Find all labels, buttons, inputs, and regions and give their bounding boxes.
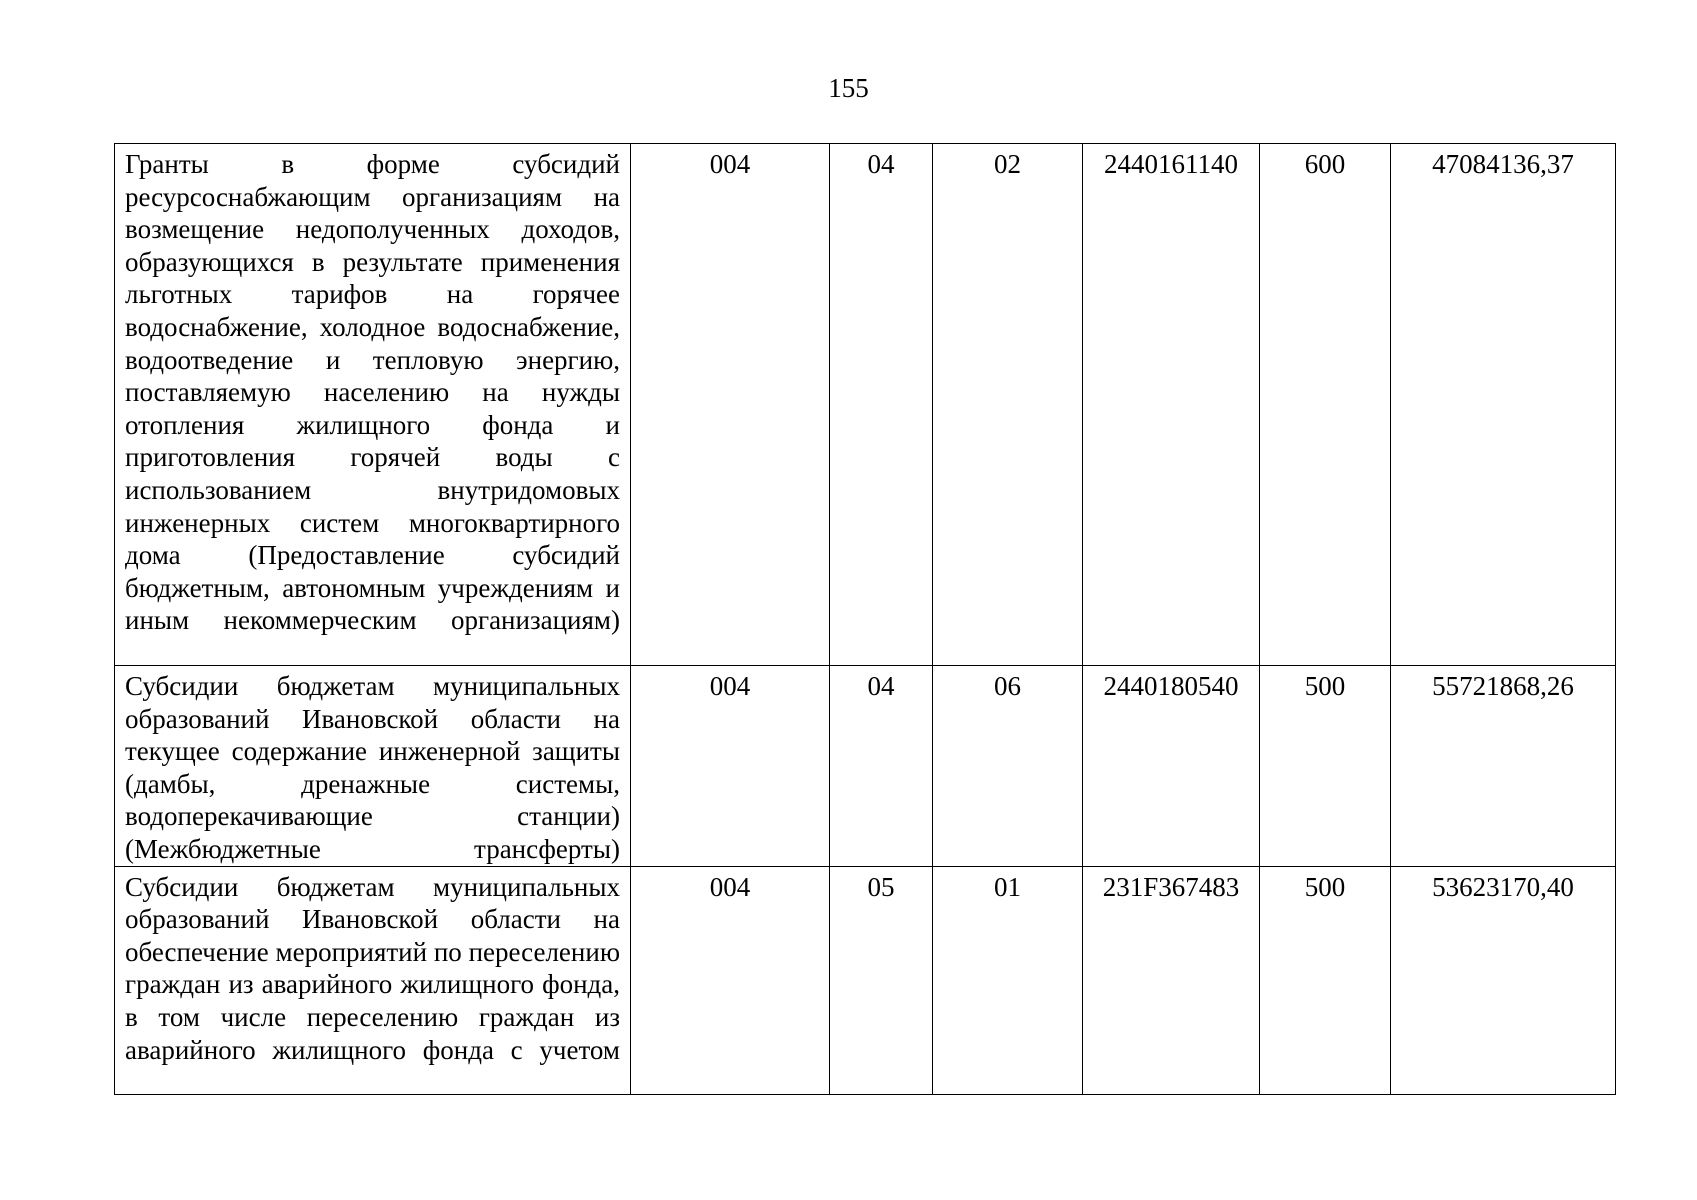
section-code-cell: 04 bbox=[830, 666, 933, 867]
subsection-code-cell: 02 bbox=[933, 144, 1083, 666]
expense-type-cell: 500 bbox=[1260, 866, 1391, 1094]
subsection-code-cell: 06 bbox=[933, 666, 1083, 867]
subsection-code-cell: 01 bbox=[933, 866, 1083, 1094]
amount-cell: 53623170,40 bbox=[1391, 866, 1616, 1094]
ministry-code-cell: 004 bbox=[631, 144, 830, 666]
table-row bbox=[115, 666, 1616, 867]
section-code-cell: 04 bbox=[830, 144, 933, 666]
target-code-cell: 2440180540 bbox=[1083, 666, 1260, 867]
expense-type-cell: 600 bbox=[1260, 144, 1391, 666]
ministry-code-cell: 004 bbox=[631, 866, 830, 1094]
expense-name-cell: Гранты в форме субсидий ресурсоснабжающим организациям на возмещение недополученных доходов, образующихся в результате применения льготных тарифов на горячее водоснабжение, холодное водоснабжение, водоотведение и тепловую энергию, поставляемую населению на нужды отопления жилищного фонда и приготовления горячей воды с использованием внутридомовых инженерных систем многоквартирного дома (Предоставление субсидий бюджетным, автономным учреждениям и иным некоммерческим организациям) bbox=[115, 144, 631, 666]
expense-name-cell: Субсидии бюджетам муниципальных образований Ивановской области на текущее содержание инженерной защиты (дамбы, дренажные системы, водоперекачивающие станции) (Межбюджетные трансферты) bbox=[115, 666, 631, 867]
target-code-cell: 2440161140 bbox=[1083, 144, 1260, 666]
expense-type-cell: 500 bbox=[1260, 666, 1391, 867]
target-code-cell: 231F367483 bbox=[1083, 866, 1260, 1094]
amount-cell: 55721868,26 bbox=[1391, 666, 1616, 867]
amount-cell: 47084136,37 bbox=[1391, 144, 1616, 666]
ministry-code-cell: 004 bbox=[631, 666, 830, 867]
budget-table bbox=[114, 143, 1616, 1095]
expense-name-cell: Субсидии бюджетам муниципальных образований Ивановской области на обеспечение мероприятий по переселению граждан из аварийного жилищного фонда, в том числе переселению граждан из аварийного жилищного фонда с учетом bbox=[115, 866, 631, 1094]
section-code-cell: 05 bbox=[830, 866, 933, 1094]
table-row bbox=[115, 144, 1616, 666]
table-row bbox=[115, 866, 1616, 1094]
page-number: 155 bbox=[828, 73, 869, 103]
